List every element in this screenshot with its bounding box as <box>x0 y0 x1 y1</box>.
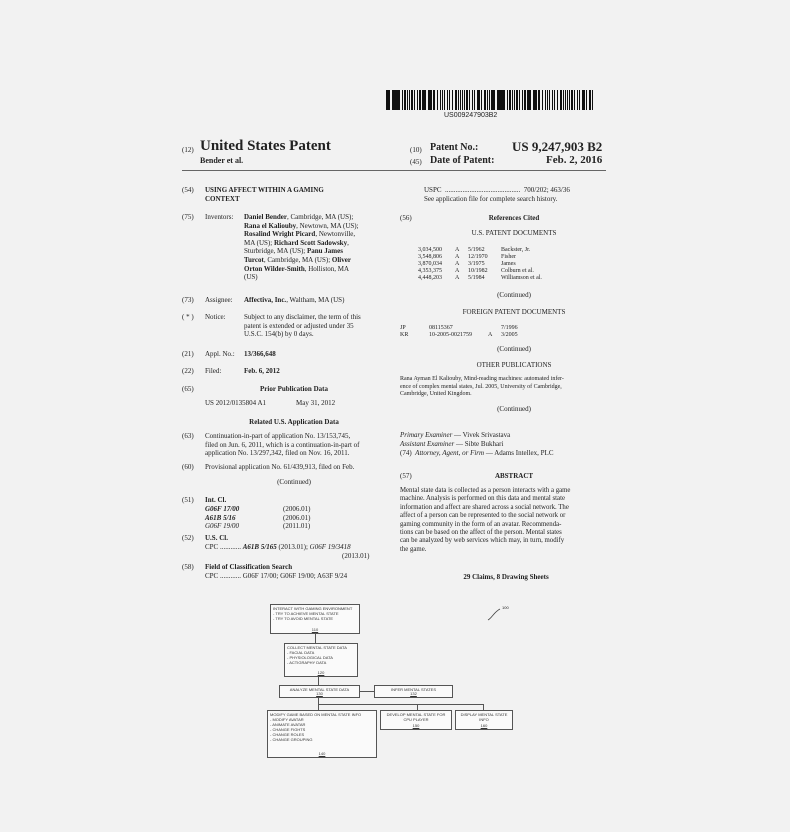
inventors-code: (75) <box>182 213 194 221</box>
reference-row <box>400 325 534 332</box>
appl-number: 13/366,648 <box>244 350 276 358</box>
barcode-bar <box>522 90 523 110</box>
intcl-row <box>205 522 310 531</box>
header-divider <box>182 170 606 171</box>
filed-date: Feb. 6, 2012 <box>244 367 280 375</box>
barcode-bar <box>440 90 441 110</box>
reference-row <box>418 268 564 275</box>
barcode-bar <box>577 90 578 110</box>
box-collect-text <box>287 645 355 665</box>
box-display-text <box>458 712 510 722</box>
barcode-bar <box>411 90 413 110</box>
cpc-line2: (2013.01) <box>342 552 370 560</box>
barcode-bar <box>579 90 580 110</box>
cip-line: application No. 13/297,342, filed on Nov. 16, 2011. <box>205 449 350 458</box>
intcl-code-value: G06F 17/00 <box>205 505 240 513</box>
barcode-number: US009247903B2 <box>444 112 498 119</box>
reference-cell: JP <box>400 325 406 331</box>
see-line: See application file for complete search history. <box>424 195 558 203</box>
attorney: (74) Attorney, Agent, or Firm — Adams Intellex, PLC <box>400 449 554 457</box>
claims-summary: 29 Claims, 8 Drawing Sheets <box>463 573 549 581</box>
barcode-bar <box>509 90 511 110</box>
reference-cell: Fisher <box>501 254 516 260</box>
prov-code: (60) <box>182 463 194 471</box>
figure-leader-icon <box>486 606 506 622</box>
patent-no-code: (10) <box>410 146 422 154</box>
flow-box-interact <box>270 604 360 634</box>
barcode-bar <box>434 90 435 110</box>
intcl-version: (2006.01) <box>283 505 311 513</box>
box-modify-ref: 140 <box>318 751 326 756</box>
continued-2: (Continued) <box>497 345 531 353</box>
reference-cell: Williamson et al. <box>501 275 542 281</box>
barcode-bar <box>389 90 390 110</box>
barcode-bar <box>494 90 495 110</box>
inventors-short: Bender et al. <box>200 156 244 165</box>
other-pub-line: ence of complex mental states, Jul. 2005, University of Cambridge, <box>400 383 562 390</box>
intcl-code-value: A61B 5/16 <box>205 513 236 522</box>
continued-3: (Continued) <box>497 405 531 413</box>
reference-cell: 3/2005 <box>501 332 518 338</box>
related-heading: Related U.S. Application Data <box>249 418 339 426</box>
barcode-bar <box>481 90 482 110</box>
abstract-heading: ABSTRACT <box>494 472 534 480</box>
box-line: ANALYZE MENTAL STATE DATA <box>289 687 350 692</box>
reference-cell: 3/1975 <box>468 261 485 267</box>
prior-heading: Prior Publication Data <box>260 385 328 393</box>
barcode-bar <box>554 90 555 110</box>
other-pub-line: Rana Ayman El Kaliouby, Mind-reading machines: automated infer- <box>400 376 564 382</box>
field-cpc: CPC ............ G06F 17/00; G06F 19/00; A63F 9/24 <box>205 572 348 580</box>
patent-title: United States Patent <box>200 138 331 154</box>
reference-cell: A <box>488 332 493 338</box>
box-line: - MODIFY AVATAR <box>270 717 304 722</box>
intcl-version: (2011.01) <box>283 522 311 531</box>
barcode-bar <box>460 90 461 110</box>
reference-cell: KR <box>400 332 409 338</box>
inventor-line: Orton Wilder-Smith, Holliston, MA <box>244 264 350 273</box>
intcl-row <box>205 514 310 523</box>
abstract-line: machine. Analysis is performed on this data and mental state <box>400 495 565 503</box>
barcode-bar <box>487 90 488 110</box>
field-code: (58) <box>182 563 194 571</box>
inventor-line: MA (US); Richard Scott Sadowsky, <box>244 238 349 247</box>
barcode-bar <box>589 90 591 110</box>
appl-label: Appl. No.: <box>205 350 235 358</box>
barcode-bar <box>586 90 587 110</box>
reference-row <box>418 261 564 268</box>
prior-code: (65) <box>182 385 194 393</box>
assistant-examiner: Assistant Examiner — Sibte Bukhari <box>400 440 504 448</box>
flow-arrow <box>418 704 484 705</box>
cip-line: Continuation-in-part of application No. 13/153,745, <box>205 432 351 440</box>
flow-arrow <box>360 691 374 692</box>
uscl-code: (52) <box>182 534 194 542</box>
barcode-bar <box>545 90 546 110</box>
flow-box-collect <box>284 643 358 677</box>
box-line: - ANIMATE AVATAR <box>270 722 306 727</box>
abstract-line: affect of a person can be represented to the social network or <box>400 512 566 520</box>
reference-cell: 4,448,203 <box>418 275 442 281</box>
barcode-bar <box>402 90 403 110</box>
barcode-bar <box>519 90 520 110</box>
box-interact-text <box>273 606 357 621</box>
prov-text: Provisional application No. 61/439,913, filed on Feb. <box>205 463 355 471</box>
box-display-ref: 160 <box>480 723 488 728</box>
reference-cell: 4,353,375 <box>418 268 442 274</box>
reference-cell: A <box>455 247 460 253</box>
cip-line: filed on Jun. 6, 2011, which is a continuation-in-part of <box>205 440 360 449</box>
notice-text <box>244 313 382 339</box>
kind-code: (12) <box>182 146 194 154</box>
box-collect-ref: 120 <box>317 670 325 675</box>
patent-date: Feb. 2, 2016 <box>546 154 603 166</box>
reference-cell: 12/1970 <box>468 254 488 260</box>
uspc-line: USPC ........................................... 700/202; 463/36 <box>424 186 570 194</box>
reference-cell: 3,870,034 <box>418 261 442 267</box>
barcode-bar <box>529 90 531 110</box>
intcl-label: Int. Cl. <box>205 496 227 504</box>
box-modify-text <box>270 712 374 742</box>
intcl-version: (2006.01) <box>283 513 311 522</box>
box-line: - PHYSIOLOGICAL DATA <box>287 655 333 660</box>
barcode-bar <box>417 90 418 110</box>
refs-heading: References Cited <box>488 214 540 222</box>
barcode-bar <box>574 90 576 110</box>
cip-code: (63) <box>182 432 194 440</box>
left-continued: (Continued) <box>277 478 311 486</box>
barcode-bar <box>514 90 515 110</box>
continued-1: (Continued) <box>497 291 531 299</box>
inventors-label: Inventors: <box>205 213 234 221</box>
barcode-bar <box>479 90 480 110</box>
barcode-bar <box>592 90 593 110</box>
cpc-line: CPC ............ A61B 5/165 (2013.01); G06F 19/3418 <box>205 543 351 551</box>
notice-line: patent is extended or adjusted under 35 <box>244 321 354 330</box>
other-pub-line: Cambridge, United Kingdom. <box>400 391 472 397</box>
box-line: - TRY TO AVOID MENTAL STATE <box>273 616 334 621</box>
reference-cell: A <box>455 275 460 281</box>
reference-cell: 3,548,806 <box>418 254 442 260</box>
barcode-bar <box>404 90 406 110</box>
inventor-line: (US) <box>244 273 258 282</box>
date-label: Date of Patent: <box>430 155 495 166</box>
reference-cell: 08115367 <box>429 325 453 331</box>
barcode-bar <box>584 90 585 110</box>
barcode-bar <box>449 90 450 110</box>
flow-box-develop <box>380 710 452 730</box>
abstract-code: (57) <box>400 472 412 480</box>
appl-code: (21) <box>182 350 194 358</box>
prior-pub: US 2012/0135804 A1 <box>205 399 267 407</box>
reference-cell: Backster, Jr. <box>501 247 531 253</box>
barcode-bar <box>557 90 559 110</box>
notice-line: Subject to any disclaimer, the term of this <box>244 313 361 321</box>
flow-box-display <box>455 710 513 730</box>
inventor-line: Sturbridge, MA (US); Panu James <box>244 247 343 256</box>
barcode-bar <box>516 90 518 110</box>
flow-box-analyze <box>279 685 360 698</box>
barcode-bar <box>469 90 471 110</box>
filed-code: (22) <box>182 367 194 375</box>
title-code: (54) <box>182 186 194 194</box>
barcode-bar <box>424 90 426 110</box>
notice-line: U.S.C. 154(b) by 0 days. <box>244 330 314 339</box>
intcl-code-value: G06F 19/00 <box>205 522 240 531</box>
assignee-label: Assignee: <box>205 296 233 304</box>
reference-cell: 5/1984 <box>468 275 485 281</box>
box-line: INFER MENTAL STATES <box>391 687 436 692</box>
reference-row <box>418 254 564 261</box>
abstract-line: Mental state data is collected as a person interacts with a game <box>400 487 571 494</box>
abstract-line: information and affect are shared across a social network. The <box>400 503 569 511</box>
barcode-bar <box>447 90 448 110</box>
inventors-list <box>244 213 379 282</box>
barcode-bar <box>414 90 415 110</box>
other-heading: OTHER PUBLICATIONS <box>476 361 552 369</box>
invention-title-line2: CONTEXT <box>205 195 240 203</box>
date-code: (45) <box>410 158 422 166</box>
field-label: Field of Classification Search <box>205 563 293 571</box>
inventor-line: Daniel Bender, Cambridge, MA (US); <box>244 213 354 221</box>
reference-cell: 10/1982 <box>468 268 488 274</box>
reference-cell: James <box>501 261 516 267</box>
box-line: - CHANGE ROLES <box>270 732 305 737</box>
box-line: - CHANGE FIGHTS <box>270 727 306 732</box>
cip-text <box>205 432 385 458</box>
notice-code: ( * ) <box>182 313 194 321</box>
box-line: DEVELOP MENTAL STATE FOR <box>386 712 446 717</box>
assignee-code: (73) <box>182 296 194 304</box>
barcode-bar <box>565 90 566 110</box>
box-line: - TRY TO ACHIEVE MENTAL STATE <box>273 611 339 616</box>
reference-cell: 10-2005-0021759 <box>429 332 472 338</box>
barcode-bar <box>504 90 505 110</box>
barcode-bar <box>539 90 540 110</box>
abstract-line: gaming community in the form of an avatar. Recommenda- <box>400 520 562 528</box>
us-docs-table <box>418 247 564 282</box>
abstract-line: the game. <box>400 545 427 553</box>
barcode-bar <box>444 90 446 110</box>
inventor-line: Rana el Kaliouby, Newtown, MA (US); <box>244 221 359 230</box>
barcode-bar <box>484 90 486 110</box>
reference-cell <box>488 325 501 332</box>
box-line: - FACIAL DATA <box>287 650 315 655</box>
reference-cell: A <box>455 254 460 260</box>
box-interact-ref: 110 <box>311 627 319 632</box>
box-infer-ref: 132 <box>410 691 417 696</box>
barcode-bar <box>542 90 544 110</box>
barcode-image <box>386 90 604 110</box>
reference-cell: 5/1962 <box>468 247 485 253</box>
reference-row <box>418 275 564 282</box>
inventor-line: Rosalind Wright Picard, Newtonville, <box>244 230 356 239</box>
box-line: - CHANGE GROUPING <box>270 737 313 742</box>
flow-arrow <box>318 677 319 685</box>
barcode-bar <box>452 90 454 110</box>
box-line: MODIFY GAME BASED ON MENTAL STATE INFO <box>270 712 362 717</box>
notice-label: Notice: <box>205 313 226 321</box>
inventor-line: Turcot, Cambridge, MA (US); Oliver <box>244 255 351 264</box>
filed-label: Filed: <box>205 367 222 375</box>
foreign-docs-table <box>400 325 534 339</box>
patent-no-label: Patent No.: <box>430 142 479 153</box>
intcl-row <box>205 505 310 514</box>
invention-title-line1: USING AFFECT WITHIN A GAMING <box>205 186 324 194</box>
barcode-bar <box>507 90 508 110</box>
barcode-bar <box>437 90 439 110</box>
primary-examiner: Primary Examiner — Vivek Srivastava <box>400 431 511 439</box>
box-line: COLLECT MENTAL STATE DATA <box>287 645 347 650</box>
reference-row <box>418 247 564 254</box>
foreign-heading: FOREIGN PATENT DOCUMENTS <box>462 308 566 316</box>
box-line: CPU PLAYER <box>403 717 429 722</box>
barcode-bar <box>549 90 551 110</box>
abstract-line: tions can be based on the affect of the person. Mental states <box>400 529 562 537</box>
flow-arrow <box>315 634 316 643</box>
assignee-value: Affectiva, Inc., Waltham, MA (US) <box>244 296 345 304</box>
abstract-text <box>400 487 612 554</box>
barcode-bar <box>552 90 553 110</box>
reference-cell: A <box>455 268 460 274</box>
box-develop-text <box>383 712 449 722</box>
box-develop-ref: 150 <box>412 723 420 728</box>
figure-ref: 100 <box>502 605 509 610</box>
barcode-bar <box>472 90 473 110</box>
box-analyze-ref: 130 <box>316 691 323 696</box>
box-line: DISPLAY MENTAL STATE <box>460 712 508 717</box>
reference-cell: 7/1996 <box>501 325 518 331</box>
barcode-bar <box>474 90 475 110</box>
box-line: - ACTIGRAPHY DATA <box>287 660 327 665</box>
barcode-bar <box>409 90 410 110</box>
uscl-label: U.S. Cl. <box>205 534 228 542</box>
abstract-line: can be analyzed by web services which may, in turn, modify <box>400 537 565 545</box>
prior-date: May 31, 2012 <box>296 399 336 407</box>
other-publications <box>400 376 610 399</box>
box-line: INTERACT WITH GAMING ENVIRONMENT <box>273 606 353 611</box>
refs-code: (56) <box>400 214 412 222</box>
intcl-code: (51) <box>182 496 194 504</box>
reference-cell: A <box>455 261 460 267</box>
box-line: INFO <box>479 717 489 722</box>
us-docs-heading: U.S. PATENT DOCUMENTS <box>471 229 557 237</box>
intcl-list <box>205 505 310 531</box>
patent-number: US 9,247,903 B2 <box>512 139 603 154</box>
reference-row <box>400 332 534 339</box>
flow-box-modify <box>267 710 377 758</box>
barcode-bar <box>399 90 400 110</box>
reference-cell: Colburn et al. <box>501 268 534 274</box>
reference-cell: 3,034,500 <box>418 247 442 253</box>
flow-arrow <box>318 704 418 705</box>
flow-box-infer <box>374 685 453 698</box>
